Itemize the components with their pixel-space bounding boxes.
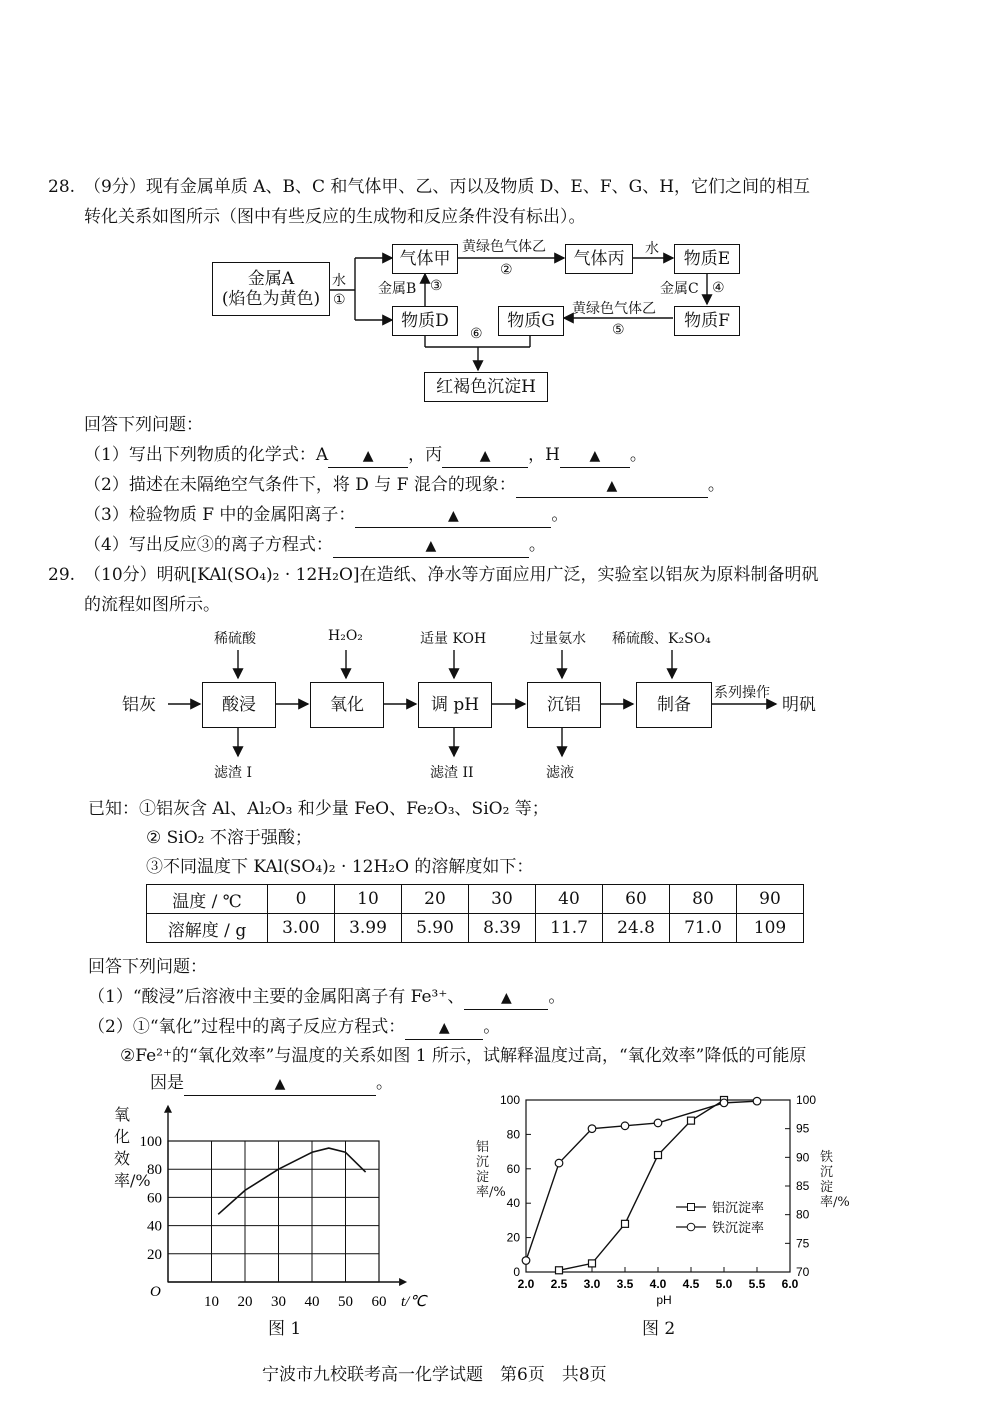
aluminum-series-line [559,1100,724,1270]
x-tick-label: 30 [271,1294,286,1310]
substance-f-box: 物质F [674,306,740,336]
x-tick-label: 4.5 [682,1277,700,1291]
table-cell: 8.39 [469,914,536,943]
iron-data-point [720,1099,728,1107]
y-tick-label: 100 [139,1134,162,1150]
q29-sub1: （1）“酸浸”后溶液中主要的金属阳离子有 Fe³⁺、 ▲ 。 [88,986,565,1010]
table-cell: 11.7 [536,914,603,943]
page-footer: 宁波市九校联考高一化学试题 第6页 共8页 [262,1365,607,1385]
y-left-tick-label: 60 [506,1161,520,1176]
q28-number: 28. [48,177,76,197]
figure-2-caption: 图 2 [642,1319,676,1339]
table-cell: 71.0 [670,914,737,943]
x-tick-label: 3.5 [616,1277,634,1291]
step-4-label: ④ [712,280,725,296]
answer-blank-q28-2[interactable]: ▲ [516,474,708,498]
q28-sub1-a: （1）写出下列物质的化学式：A [84,445,329,465]
x-tick-label: 2.5 [550,1277,568,1291]
y-left-tick-label: 40 [506,1196,520,1211]
q29-answer-intro: 回答下列问题： [88,957,207,977]
step-acid-leach-box: 酸浸 [202,682,276,728]
answer-blank-q29-2-1[interactable]: ▲ [405,1016,483,1040]
answer-blank-q28-3[interactable]: ▲ [355,504,551,528]
figure-2-ylabel-left: 铝沉淀率/% [476,1140,506,1200]
q28-stem-line1: （9分）现有金属单质 A、B、C 和气体甲、乙、丙以及物质 D、E、F、G、H，它们之间的相互 [84,177,811,197]
figure-2-ylabel-right: 铁沉淀率/% [820,1150,850,1210]
figure-1-ylabel: 氧化效率/% [114,1105,151,1190]
known-3: ③不同温度下 KAl(SO₄)₂ · 12H₂O 的溶解度如下： [146,857,534,877]
reagent-h2o2: H₂O₂ [328,628,363,644]
metal-c-label: 金属C [660,281,699,297]
x-tick-label: 5.0 [715,1277,733,1291]
reagent-dilute-sulfuric: 稀硫酸 [214,631,256,647]
table-cell: 20 [402,885,469,914]
aluminum-data-point [655,1152,662,1159]
table-cell: 5.90 [402,914,469,943]
reagent-h2so4-k2so4: 稀硫酸、K₂SO₄ [612,631,711,647]
iron-data-point [654,1119,662,1127]
y-right-tick-label: 75 [796,1236,810,1251]
figure-1-caption: 图 1 [268,1319,302,1339]
table-cell: 109 [737,914,804,943]
table-cell: 10 [335,885,402,914]
step-1-label: ① [333,292,346,308]
yellow-green-gas-label-2: 黄绿色气体乙 [572,301,656,317]
x-tick-label: 50 [338,1294,353,1310]
answer-blank-q28-4[interactable]: ▲ [333,534,529,558]
table-cell: 90 [737,885,804,914]
water-label-1: 水 [332,273,346,289]
x-tick-label: 20 [237,1294,253,1310]
aluminum-legend-marker [688,1204,695,1211]
y-tick-label: 40 [147,1218,162,1235]
q29-sub2-3: 因是 ▲ 。 [150,1072,393,1096]
q29-stem-line2: 的流程如图所示。 [84,595,220,615]
q29-number: 29. [48,565,76,585]
known-1: 已知：①铝灰含 Al、Al₂O₃ 和少量 FeO、Fe₂O₃、SiO₂ 等； [88,799,549,819]
x-tick-label: 60 [371,1294,387,1310]
flow-output-alum: 明矾 [782,695,816,715]
y-right-tick-label: 80 [796,1207,810,1222]
table-cell: 40 [536,885,603,914]
iron-series-line [526,1101,757,1260]
q28-answer-intro: 回答下列问题： [84,415,203,435]
gas-jia-box: 气体甲 [392,244,458,274]
q29-sub2-2: ②Fe²⁺的“氧化效率”与温度的关系如图 1 所示，试解释温度过高，“氧化效率”降低的可能原 [120,1046,807,1066]
flow-input-aluminum-ash: 铝灰 [122,695,156,715]
reagent-ammonia: 过量氨水 [530,631,586,647]
y-right-tick-label: 70 [796,1265,810,1279]
step-oxidation-box: 氧化 [310,682,384,728]
iron-data-point [753,1097,761,1105]
q29-stem-line1: （10分）明矾[KAl(SO₄)₂ · 12H₂O]在造纸、净水等方面应用广泛，实验室以铝灰为原料制备明矾 [84,565,819,585]
q28-stem-line2: 转化关系如图所示（图中有些反应的生成物和反应条件没有标出）。 [84,207,586,227]
y-tick-label: 20 [147,1246,162,1263]
step-prepare-box: 制备 [636,682,712,728]
table-cell: 30 [469,885,536,914]
aluminum-data-point [688,1117,695,1124]
residue-2-label: 滤渣 II [430,765,474,781]
y-tick-label: 80 [147,1162,162,1179]
answer-blank-h[interactable]: ▲ [560,444,630,468]
x-tick-label: 3.0 [583,1277,601,1291]
residue-1-label: 滤渣 I [214,765,252,781]
gas-bing-box: 气体丙 [565,244,633,274]
substance-g-box: 物质G [498,306,564,336]
table-cell: 24.8 [603,914,670,943]
origin-label: O [150,1284,161,1300]
substance-d-box: 物质D [392,306,458,336]
q28-sub1: （1）写出下列物质的化学式：A ▲ ，丙 ▲ ，H ▲ 。 [84,444,647,468]
step-5-label: ⑤ [612,322,625,338]
y-right-tick-label: 90 [796,1150,810,1165]
metal-b-label: 金属B [378,281,417,297]
x-tick-label: 4.0 [649,1277,667,1291]
filtrate-label: 滤液 [546,765,574,781]
x-axis-label: pH [656,1293,672,1307]
y-right-tick-label: 100 [796,1093,817,1107]
x-tick-label: 6.0 [781,1277,799,1291]
table-cell: 80 [670,885,737,914]
table-cell: 60 [603,885,670,914]
iron-data-point [588,1125,596,1133]
step-adjust-ph-box: 调 pH [418,682,492,728]
aluminum-data-point [556,1267,563,1274]
answer-blank-a[interactable]: ▲ [328,444,408,468]
q28-sub1-b: ，丙 [408,445,443,465]
y-left-tick-label: 0 [513,1265,520,1279]
q28-sub2: （2）描述在未隔绝空气条件下，将 D 与 F 混合的现象： ▲ 。 [84,474,725,498]
iron-data-point [621,1122,629,1130]
table-cell: 3.00 [268,914,335,943]
step-precipitate-al-box: 沉铝 [527,682,601,728]
yellow-green-gas-label-1: 黄绿色气体乙 [462,239,546,255]
x-tick-label: 5.5 [748,1277,766,1291]
y-left-tick-label: 20 [506,1230,520,1245]
x-tick-label: 10 [204,1294,219,1310]
aluminum-data-point [589,1260,596,1267]
q29-sub2-1: （2）①“氧化”过程中的离子反应方程式： ▲ 。 [88,1016,500,1040]
q28-sub1-c: ，H [528,445,560,465]
aluminum-data-point [622,1220,629,1227]
table-head-solubility: 溶解度 / g [147,914,268,943]
answer-blank-q29-1[interactable]: ▲ [464,986,548,1010]
answer-blank-bing[interactable]: ▲ [442,444,528,468]
reagent-koh: 适量 KOH [420,631,487,647]
y-tick-label: 60 [147,1190,162,1207]
y-left-tick-label: 80 [506,1127,520,1142]
y-left-tick-label: 100 [499,1093,520,1107]
metal-a-label: 金属A [247,269,295,289]
y-right-tick-label: 95 [796,1121,810,1136]
q28-sub4: （4）写出反应③的离子方程式： ▲ 。 [84,534,546,558]
iron-data-point [522,1257,530,1265]
iron-legend-marker [687,1223,695,1231]
step-2-label: ② [500,262,513,278]
iron-legend-label: 铁沉淀率 [712,1221,765,1236]
metal-a-note: (焰色为黄色) [221,289,321,309]
table-cell: 3.99 [335,914,402,943]
step-3-label: ③ [430,278,443,294]
y-right-tick-label: 85 [796,1179,810,1193]
substance-e-box: 物质E [674,244,740,274]
q28-sub3: （3）检验物质 F 中的金属阳离子： ▲ 。 [84,504,568,528]
aluminum-legend-label: 铝沉淀率 [712,1201,765,1216]
precipitate-h-box: 红褐色沉淀H [424,372,548,402]
x-tick-label: 40 [304,1294,320,1310]
answer-blank-q29-2-2[interactable]: ▲ [184,1072,376,1096]
table-head-temperature: 温度 / ℃ [147,885,268,914]
step-6-label: ⑥ [470,326,483,342]
x-tick-label: 2.0 [517,1277,535,1291]
x-axis-label: t/℃ [401,1294,427,1310]
known-2: ② SiO₂ 不溶于强酸； [146,828,312,848]
water-label-2: 水 [645,241,659,257]
iron-data-point [555,1159,563,1167]
table-cell: 0 [268,885,335,914]
series-operation-label: 系列操作 [714,685,770,701]
